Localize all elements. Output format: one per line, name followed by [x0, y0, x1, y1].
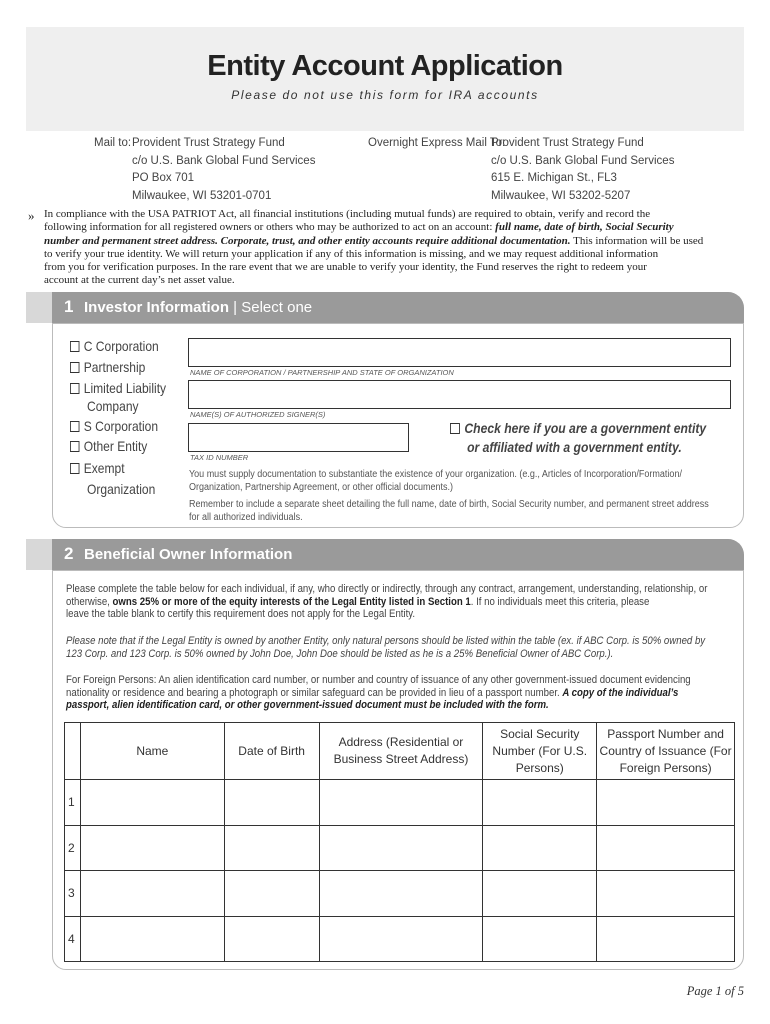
notice-text: following information for all registered owners or others who may be authorized to act on an account:: [44, 221, 496, 234]
section-title-bold: Beneficial Owner Information: [84, 546, 293, 563]
section-2-header: [26, 539, 744, 570]
documentation-note: [189, 469, 682, 494]
notice-line: account at the current day’s net asset value.: [44, 274, 235, 287]
row-number: 1: [65, 780, 81, 826]
page-number: Page 1 of 5: [686, 984, 744, 998]
option-c-corporation[interactable]: [70, 338, 159, 354]
notice-line: [44, 235, 744, 248]
option-label: Limited Liability: [83, 380, 167, 396]
foreign-persons-note: [66, 674, 691, 712]
mail-line: Provident Trust Strategy Fund: [491, 137, 644, 149]
instruction-text: otherwise,: [66, 595, 113, 608]
option-label: Exempt: [83, 460, 125, 476]
dob-cell[interactable]: [224, 780, 319, 826]
instruction-line: For Foreign Persons: An alien identification card number, or number and country of issuance of any other government-issued document evidencing: [66, 674, 691, 686]
notice-line: [44, 221, 744, 234]
table-header-row: [65, 723, 735, 780]
section-number: 1: [64, 297, 74, 316]
checkbox-icon[interactable]: [70, 341, 79, 352]
section-title: [84, 546, 292, 563]
signer-note: [189, 499, 709, 524]
dob-cell[interactable]: [224, 871, 319, 917]
option-label: S Corporation: [83, 418, 159, 434]
page-subtitle: Please do not use this form for IRA accounts: [231, 88, 539, 102]
overnight-label: Overnight Express Mail To:: [368, 137, 506, 149]
note-line: for all authorized individuals.: [189, 511, 303, 523]
ssn-cell[interactable]: [483, 780, 597, 826]
patriot-act-notice: [44, 208, 744, 288]
option-label-continued: Organization: [87, 481, 156, 497]
instruction-text: nationality or residence and bearing a photograph or similar safeguard can be provided in lieu of a passport number.: [66, 686, 563, 699]
option-label-continued: Company: [87, 398, 139, 414]
option-s-corporation[interactable]: [70, 418, 158, 434]
instruction-emphasis: A copy of the individual’s: [562, 686, 679, 699]
checkbox-icon[interactable]: [70, 421, 79, 432]
section-title-bold: Investor Information: [84, 299, 230, 316]
option-exempt[interactable]: [70, 460, 125, 476]
option-limited-liability[interactable]: [70, 380, 166, 396]
row-number: 3: [65, 871, 81, 917]
address-cell[interactable]: [319, 871, 483, 917]
mail-line: Milwaukee, WI 53201-0701: [132, 189, 272, 202]
ssn-cell[interactable]: [483, 916, 597, 962]
table-row: [65, 825, 735, 871]
ssn-cell[interactable]: [483, 825, 597, 871]
checkbox-icon[interactable]: [70, 463, 79, 474]
row-number-header: [65, 723, 81, 780]
option-other-entity[interactable]: [70, 438, 147, 454]
instruction-line: passport, alien identification card, or other government-issued document must be included with the form.: [66, 699, 549, 712]
government-line: or affiliated with a government entity.: [467, 440, 682, 455]
passport-cell[interactable]: [597, 871, 735, 917]
address-cell[interactable]: [319, 780, 483, 826]
checkbox-icon[interactable]: [70, 441, 79, 452]
section-1-header: [26, 292, 744, 323]
section-subtitle: Select one: [241, 299, 313, 316]
checkbox-icon[interactable]: [70, 383, 79, 394]
authorized-signer-label: NAME(S) OF AUTHORIZED SIGNER(S): [190, 410, 326, 419]
instruction-line: [66, 687, 691, 700]
mail-line: Milwaukee, WI 53202-5207: [491, 189, 631, 202]
note-line: Remember to include a separate sheet detailing the full name, date of birth, Social Security number, and permanent street address: [189, 499, 709, 510]
column-header: Address (Residential or Business Street Address): [319, 723, 483, 780]
address-cell[interactable]: [319, 916, 483, 962]
page-title: Entity Account Application: [207, 50, 563, 82]
notice-emphasis: number and permanent street address. Corporate, trust, and other entity accounts require additional documentation.: [44, 234, 571, 247]
notice-text: This information will be used: [570, 234, 704, 247]
passport-cell[interactable]: [597, 916, 735, 962]
notice-emphasis: full name, date of birth, Social Security: [495, 221, 674, 234]
tax-id-label: TAX ID NUMBER: [190, 453, 249, 462]
instruction-text: . If no individuals meet this criteria, please: [470, 595, 650, 608]
row-number: 2: [65, 825, 81, 871]
section-separator: |: [229, 299, 242, 316]
option-label: Partnership: [83, 359, 146, 375]
passport-cell[interactable]: [597, 780, 735, 826]
government-line: [450, 419, 706, 438]
instruction-line: leave the table blank to certify this requirement does not apply for the Legal Entity.: [66, 608, 416, 621]
option-label: Other Entity: [83, 438, 148, 454]
mail-line: PO Box 701: [132, 172, 195, 184]
mail-to-label: Mail to:: [94, 137, 132, 149]
chevron-right-icon: »: [28, 208, 35, 223]
dob-cell[interactable]: [224, 825, 319, 871]
column-header: Name: [80, 723, 224, 780]
table-row: [65, 871, 735, 917]
note-line: You must supply documentation to substantiate the existence of your organization. (e.g., Articles of Incorporation/Formation/: [189, 469, 682, 480]
mail-line: c/o U.S. Bank Global Fund Services: [132, 154, 316, 167]
beneficial-owner-table: [64, 722, 735, 962]
dob-cell[interactable]: [224, 916, 319, 962]
mail-line: c/o U.S. Bank Global Fund Services: [491, 154, 675, 167]
ssn-cell[interactable]: [483, 871, 597, 917]
column-header: Social Security Number (For U.S. Persons): [483, 723, 597, 780]
instruction-line: Please note that if the Legal Entity is owned by another Entity, only natural persons should be listed within the table (ex. if ABC Corp. is 50% owned by: [66, 635, 706, 647]
address-cell[interactable]: [319, 825, 483, 871]
entity-name-label: NAME OF CORPORATION / PARTNERSHIP AND STATE OF ORGANIZATION: [190, 368, 454, 377]
instruction-line: [66, 596, 707, 609]
notice-line: from you for verification purposes. In the rare event that we are unable to verify your identity, the Fund reserves the right to redeem your: [44, 261, 647, 274]
name-cell[interactable]: [80, 871, 224, 917]
government-label: Check here if you are a government entity: [464, 421, 707, 436]
section-title: [84, 299, 312, 316]
entity-name-field[interactable]: [188, 338, 731, 367]
name-cell[interactable]: [80, 780, 224, 826]
option-partnership[interactable]: [70, 359, 145, 375]
notice-line: In compliance with the USA PATRIOT Act, all financial institutions (including mutual funds) are required to obtain, verify and record the: [44, 208, 651, 220]
mail-line: Provident Trust Strategy Fund: [132, 137, 285, 149]
mail-line: 615 E. Michigan St., FL3: [491, 172, 617, 184]
passport-cell[interactable]: [597, 825, 735, 871]
column-header: Passport Number and Country of Issuance (For Foreign Persons): [597, 723, 735, 780]
mail-to-address: [132, 135, 315, 205]
note-line: Organization, Partnership Agreement, or other official documents.): [189, 481, 453, 493]
instruction-line: 123 Corp. and 123 Corp. is 50% owned by John Doe, John Doe should be listed as he is a 25% Beneficial Owner of ABC Corp.).: [66, 647, 614, 660]
row-number: 4: [65, 916, 81, 962]
option-label: C Corporation: [83, 338, 159, 354]
notice-line: to verify your true identity. We will return your application if any of this information is missing, and we may request additional information: [44, 247, 659, 260]
section-number: 2: [64, 544, 74, 563]
checkbox-icon[interactable]: [70, 362, 79, 373]
table-row: [65, 780, 735, 826]
column-header: Date of Birth: [224, 723, 319, 780]
authorized-signer-field[interactable]: [188, 380, 731, 409]
instruction-line: Please complete the table below for each individual, if any, who directly or indirectly, through any contract, arrangement, understanding, relationship, or: [66, 583, 708, 595]
instruction-emphasis: owns 25% or more of the equity interests of the Legal Entity listed in Section 1: [112, 595, 471, 608]
name-cell[interactable]: [80, 825, 224, 871]
tax-id-field[interactable]: [188, 423, 409, 452]
name-cell[interactable]: [80, 916, 224, 962]
checkbox-icon[interactable]: [450, 423, 460, 434]
table-row: [65, 916, 735, 962]
entity-ownership-note: [66, 635, 705, 660]
beneficial-owner-instructions: [66, 583, 707, 621]
government-entity-checkbox[interactable]: [450, 419, 706, 457]
overnight-address: [491, 135, 674, 205]
